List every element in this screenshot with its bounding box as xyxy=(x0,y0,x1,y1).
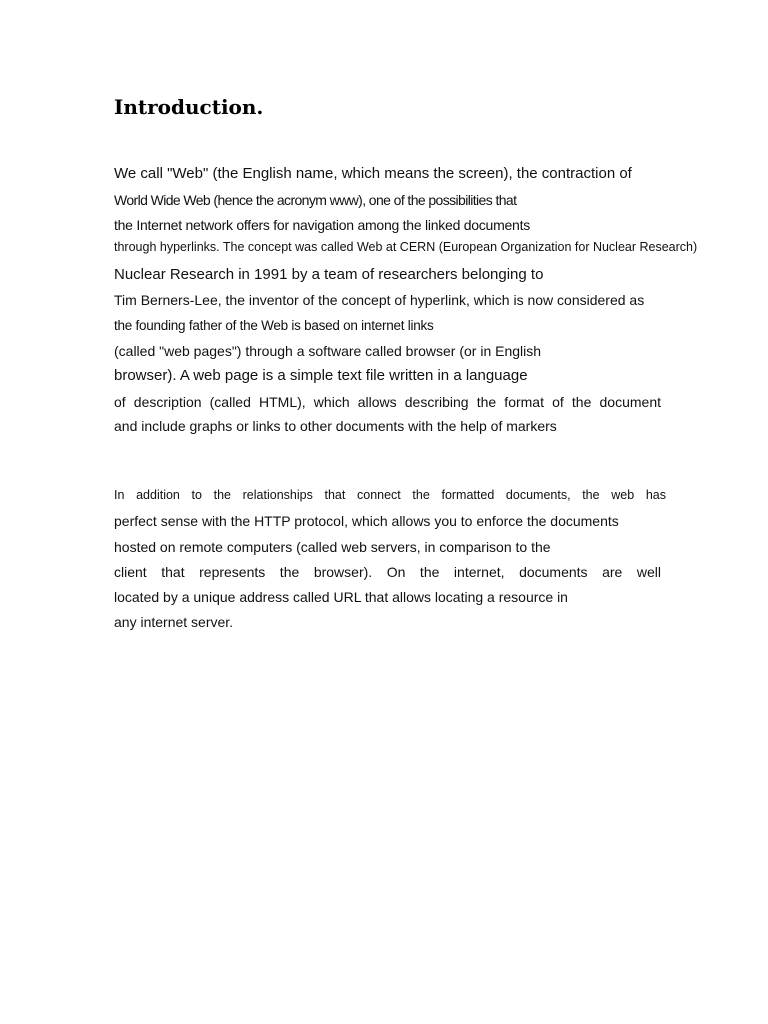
paragraph-2-line-2: perfect sense with the HTTP protocol, which allows you to enforce the documents xyxy=(114,513,619,529)
paragraph-2-line-6: any internet server. xyxy=(114,614,234,630)
paragraph-2-line-3: hosted on remote computers (called web servers, in comparison to the xyxy=(114,539,551,555)
paragraph-1-line-6: Tim Berners-Lee, the inventor of the concept of hyperlink, which is now considered as xyxy=(114,292,645,308)
paragraph-2-line-1: In addition to the relationships that connect the formatted documents, the web has xyxy=(114,488,666,502)
paragraph-1-line-3: the Internet network offers for navigation among the linked documents xyxy=(114,217,530,233)
paragraph-1-line-5: Nuclear Research in 1991 by a team of researchers belonging to xyxy=(114,266,544,283)
paragraph-1-line-9: browser). A web page is a simple text file written in a language xyxy=(114,367,528,384)
document-heading: Introduction. xyxy=(114,95,264,119)
paragraph-1-line-11: and include graphs or links to other documents with the help of markers xyxy=(114,418,557,434)
paragraph-2-line-5: located by a unique address called URL that allows locating a resource in xyxy=(114,589,568,605)
paragraph-1-line-8: (called "web pages") through a software called browser (or in English xyxy=(114,343,542,359)
paragraph-2-line-4: client that represents the browser). On the internet, documents are well xyxy=(114,564,661,580)
paragraph-1-line-4: through hyperlinks. The concept was called Web at CERN (European Organization for Nuclear Research) xyxy=(114,240,698,254)
paragraph-1-line-10: of description (called HTML), which allows describing the format of the document xyxy=(114,394,661,410)
paragraph-1-line-7: the founding father of the Web is based on internet links xyxy=(114,318,434,333)
paragraph-1-line-2: World Wide Web (hence the acronym www), one of the possibilities that xyxy=(114,192,517,208)
paragraph-1-line-1: We call "Web" (the English name, which means the screen), the contraction of xyxy=(114,165,632,182)
